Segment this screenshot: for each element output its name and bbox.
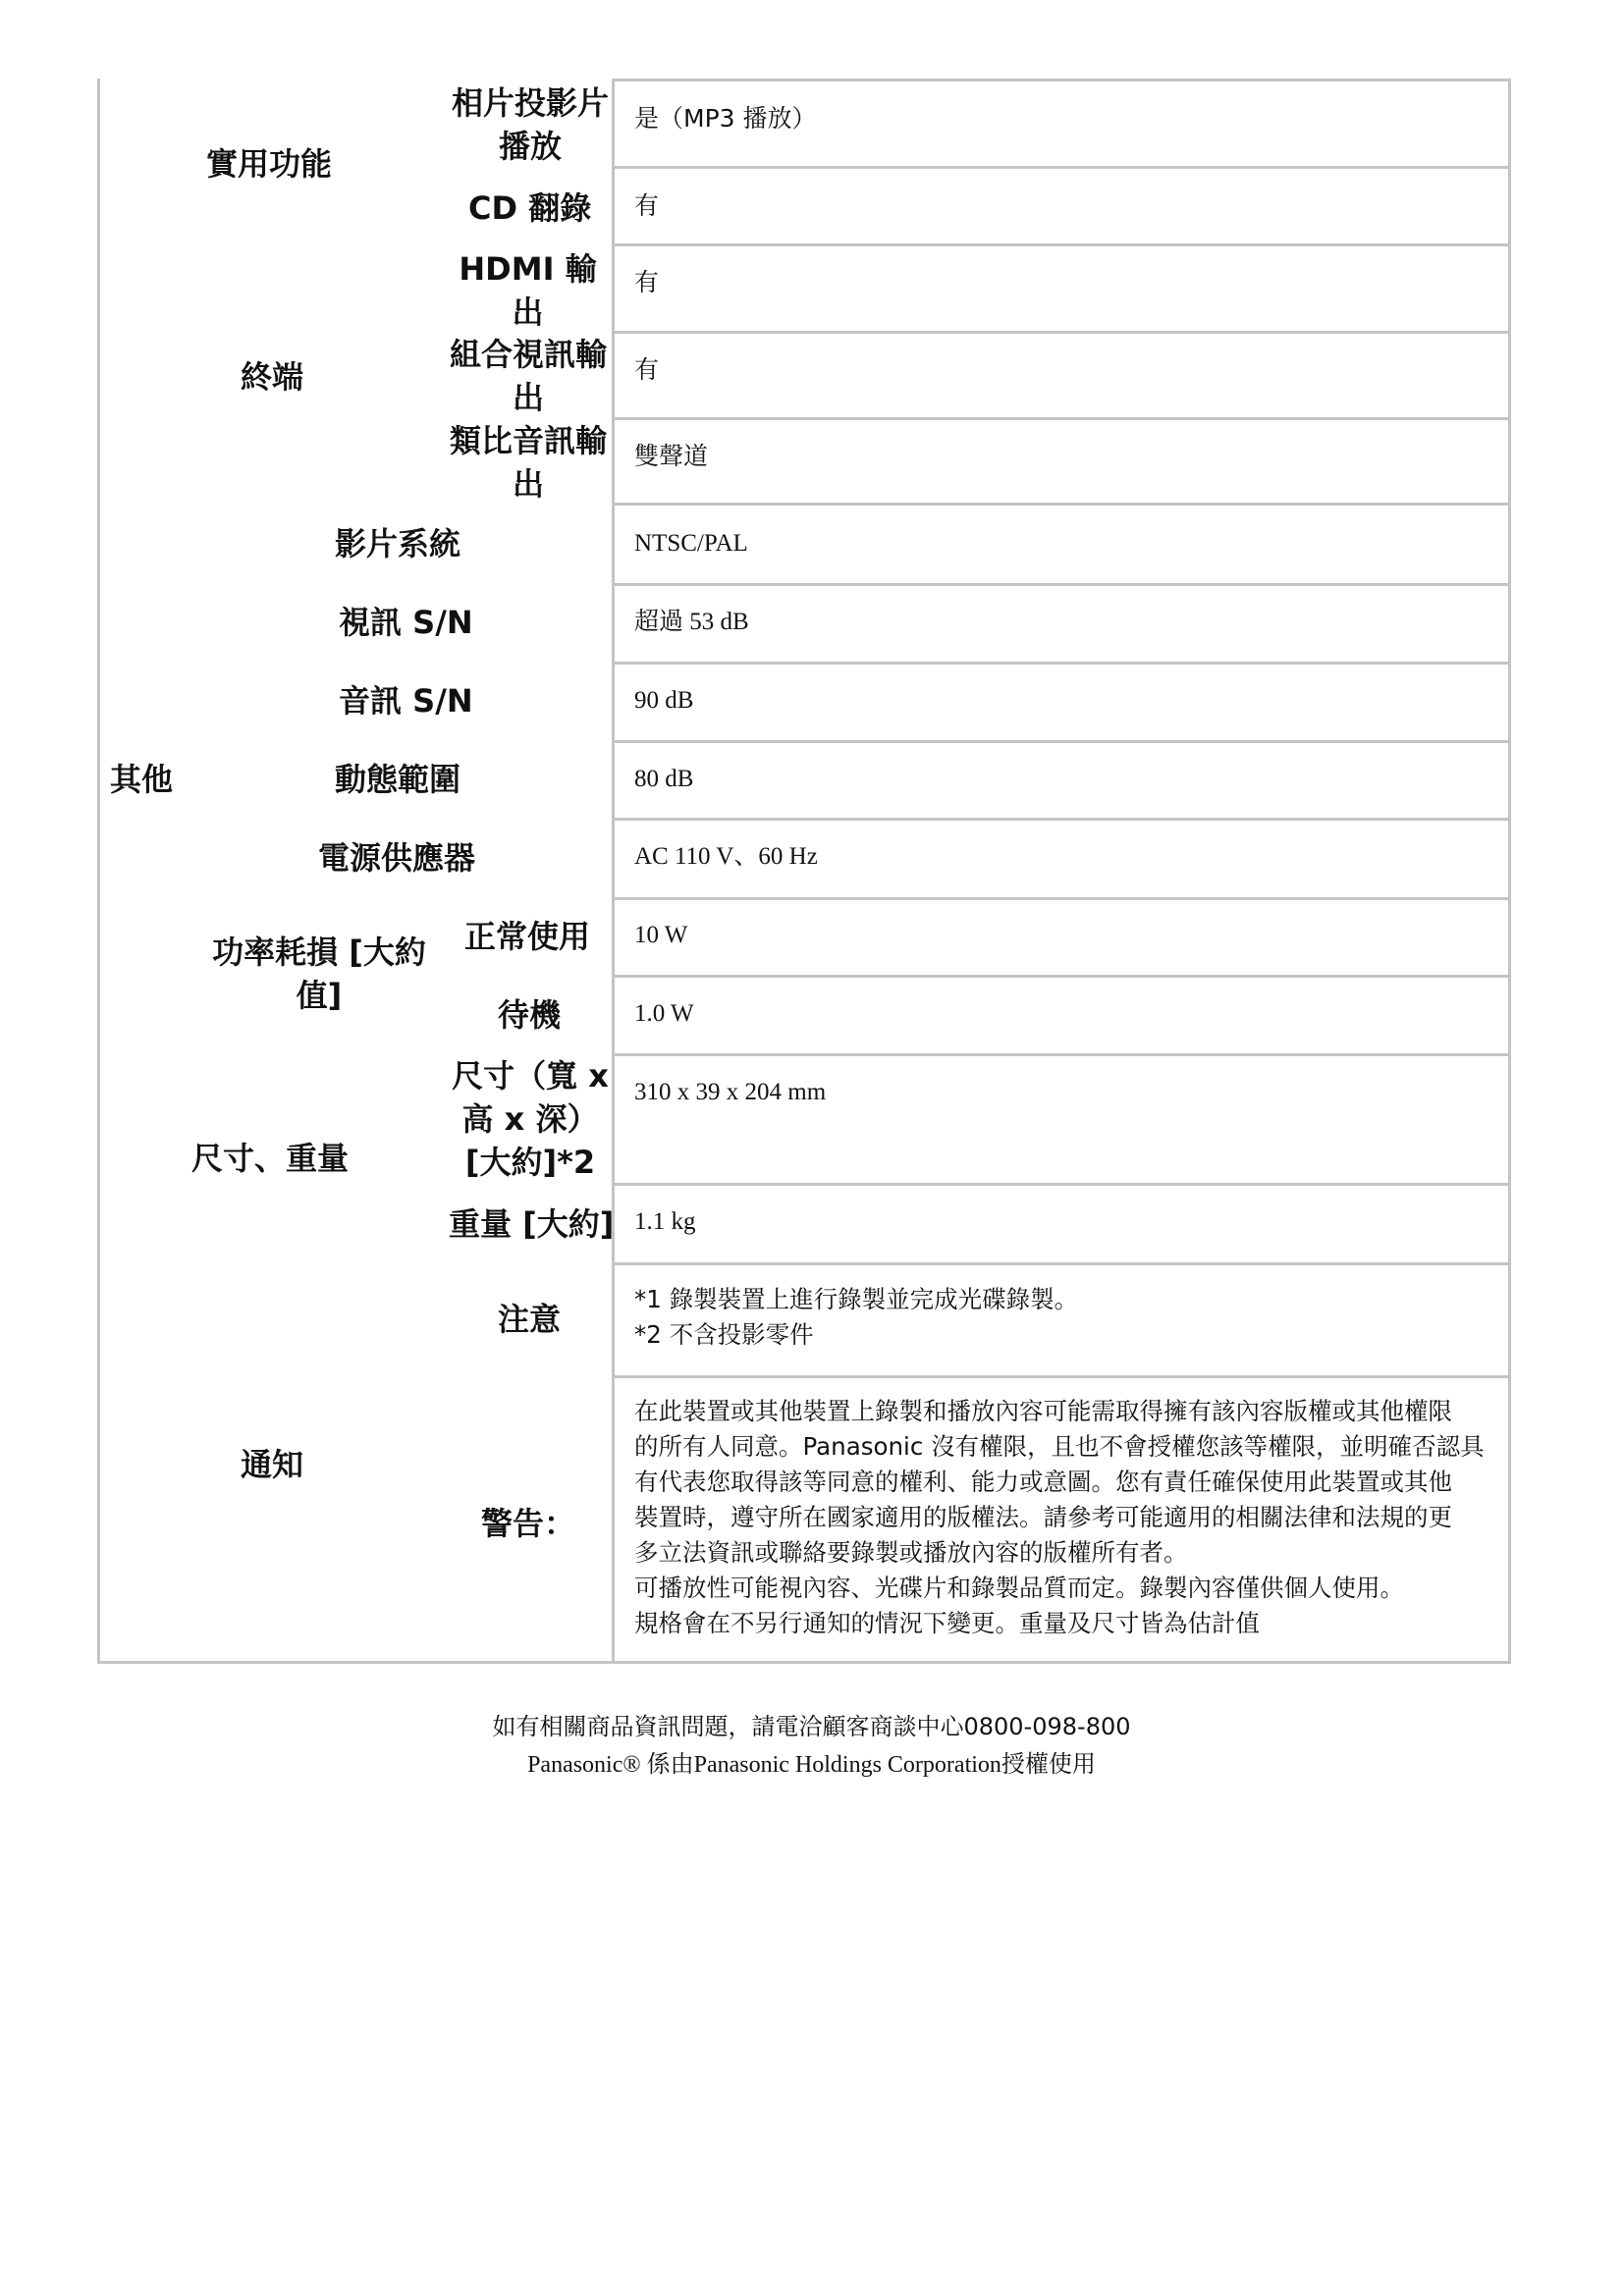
row-border [612, 897, 1511, 900]
warning-notes [634, 1394, 1485, 1641]
note-line: *1 錄製裝置上進行錄製並完成光碟錄製。 [634, 1285, 1079, 1313]
row-label-audio-sn: 音訊 S/N [339, 682, 473, 720]
row-label-analog-audio [445, 419, 612, 506]
row-label-caution: 注意 [498, 1301, 562, 1338]
value-dynamic-range: 80 dB [634, 766, 694, 792]
row-border [612, 166, 1511, 169]
row-border [612, 79, 1511, 81]
row-border [612, 503, 1511, 506]
value-column-border [612, 79, 615, 1664]
label-line: 相片投影片 [451, 84, 609, 122]
note-line: 可播放性可能視內容、光碟片和錄製品質而定。錄製內容僅供個人使用。 [634, 1574, 1404, 1602]
row-border [612, 583, 1511, 586]
row-label-dimensions [447, 1054, 614, 1184]
note-line: 的所有人同意。Panasonic 沒有權限，且也不會授權您該等權限，並明確否認具 [634, 1432, 1485, 1461]
group-label-power [201, 931, 437, 1017]
value-dimensions: 310 x 39 x 204 mm [634, 1079, 827, 1105]
row-label-video-sn: 視訊 S/N [339, 604, 473, 641]
value-video-system: NTSC/PAL [634, 530, 748, 557]
value-power-supply: AC 110 V、60 Hz [634, 843, 818, 870]
row-label-weight: 重量 [大約] [449, 1205, 615, 1243]
note-line: 在此裝置或其他裝置上錄製和播放內容可能需取得擁有該內容版權或其他權限 [634, 1397, 1452, 1425]
row-label-video-system: 影片系統 [335, 525, 461, 562]
caution-notes [634, 1282, 1078, 1353]
row-border [612, 1053, 1511, 1056]
group-label-size-weight: 尺寸、重量 [191, 1140, 350, 1177]
row-label-normal-use: 正常使用 [464, 918, 591, 955]
label-line: 播放 [498, 128, 562, 165]
label-line: 尺寸（寬 x [452, 1057, 609, 1095]
value-audio-sn: 90 dB [634, 687, 694, 714]
value-composite: 有 [634, 355, 660, 384]
value-hdmi: 有 [634, 268, 660, 296]
value-normal-use: 10 W [634, 922, 688, 948]
table-right-border [1508, 79, 1511, 1664]
note-line: *2 不含投影零件 [634, 1320, 814, 1349]
row-border [612, 417, 1511, 420]
row-border [612, 740, 1511, 743]
value-cd-rip: 有 [634, 191, 660, 220]
label-line: 出 [512, 294, 544, 331]
row-border [612, 243, 1511, 246]
row-border [612, 1183, 1511, 1186]
row-border [612, 1262, 1511, 1265]
note-line: 多立法資訊或聯絡要錄製或播放內容的版權所有者。 [634, 1538, 1188, 1567]
row-label-photo-slideshow [442, 81, 619, 168]
row-label-hdmi [447, 247, 609, 334]
label-line: [大約]*2 [464, 1144, 596, 1181]
value-photo-slideshow: 是（MP3 播放） [634, 104, 817, 133]
note-line: 有代表您取得該等同意的權利、能力或意圖。您有責任確保使用此裝置或其他 [634, 1468, 1452, 1496]
label-line: 出 [512, 379, 544, 416]
label-line: 高 x 深） [461, 1100, 599, 1138]
row-label-power-supply: 電源供應器 [318, 839, 476, 877]
footer-contact: 如有相關商品資訊問題，請電洽顧客商談中心0800-098-800 [492, 1713, 1131, 1740]
row-border [612, 1375, 1511, 1378]
row-border [612, 662, 1511, 665]
row-label-composite [445, 333, 612, 419]
row-label-warning: 警告： [481, 1505, 576, 1542]
row-border [612, 975, 1511, 978]
group-label-notice: 通知 [241, 1446, 304, 1483]
label-line: 類比音訊輸 [449, 422, 607, 459]
value-analog-audio: 雙聲道 [634, 442, 709, 470]
row-border [612, 331, 1511, 334]
value-standby: 1.0 W [634, 1000, 694, 1027]
power-label-text: 功率耗損 [大約值] [212, 934, 426, 1014]
label-line: 組合視訊輸 [449, 336, 607, 373]
note-line: 規格會在不另行通知的情況下變更。重量及尺寸皆為估計值 [634, 1609, 1260, 1637]
group-label-terminals: 終端 [241, 358, 304, 396]
group-label-practical: 實用功能 [206, 145, 333, 183]
note-line: 裝置時，遵守所在國家適用的版權法。請參考可能適用的相關法律和法規的更 [634, 1503, 1452, 1531]
value-weight: 1.1 kg [634, 1208, 696, 1235]
footer-trademark: Panasonic® 係由Panasonic Holdings Corporation授權使用 [527, 1752, 1096, 1778]
value-video-sn: 超過 53 dB [634, 609, 749, 635]
label-line: 出 [512, 465, 544, 503]
row-border [612, 818, 1511, 821]
row-label-standby: 待機 [498, 996, 562, 1034]
group-label-other: 其他 [110, 761, 174, 798]
label-line: HDMI 輸 [459, 250, 597, 288]
row-label-dynamic-range: 動態範圍 [335, 761, 461, 798]
row-label-cd-rip: CD 翻錄 [468, 189, 592, 227]
